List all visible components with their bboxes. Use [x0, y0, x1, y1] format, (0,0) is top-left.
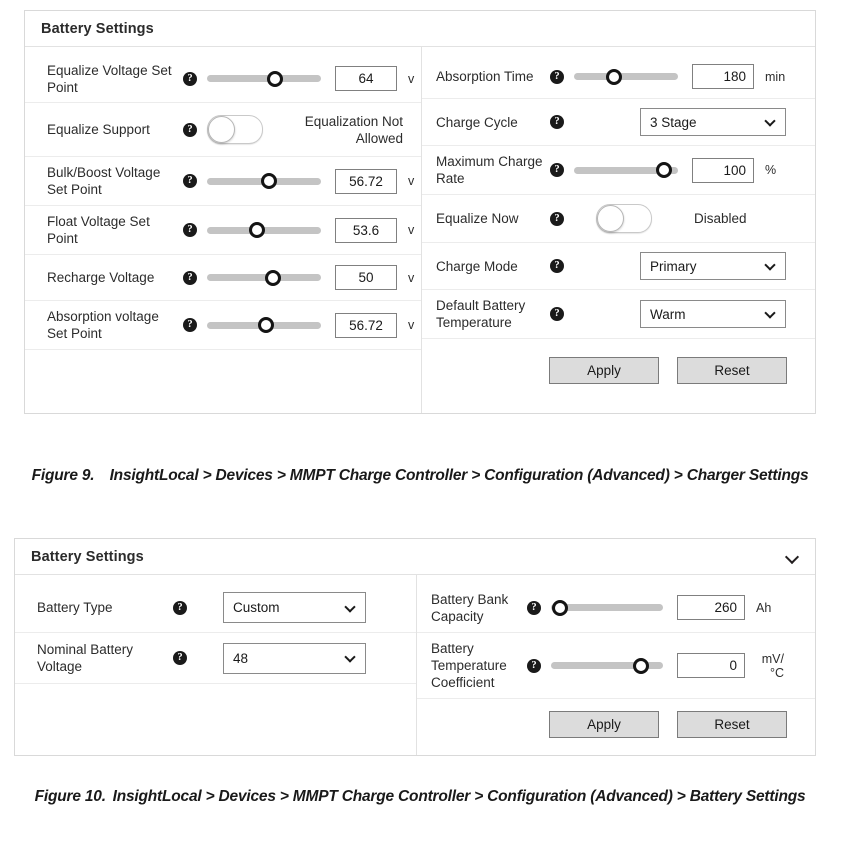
- charger-panel-header: [25, 11, 815, 47]
- panel-title: Battery Settings: [41, 20, 154, 37]
- select-value: Primary: [650, 258, 697, 274]
- help-icon[interactable]: ?: [183, 174, 197, 188]
- slider-knob[interactable]: [633, 658, 649, 674]
- control-area: [551, 652, 805, 680]
- battery-left-column: [15, 575, 416, 755]
- help-icon[interactable]: ?: [527, 659, 541, 673]
- reset-button[interactable]: Reset: [677, 711, 787, 738]
- control-area: [207, 265, 415, 290]
- input-equalize-voltage[interactable]: 64: [335, 66, 397, 91]
- toggle-equalize-now[interactable]: [596, 204, 652, 233]
- slider-battery-temperature-coefficient[interactable]: [551, 657, 663, 675]
- charger-right-column: [421, 47, 815, 413]
- slider-knob[interactable]: [258, 317, 274, 333]
- row-nominal-battery-voltage: [15, 633, 416, 684]
- battery-right-column: [416, 575, 815, 755]
- chevron-down-icon: [345, 602, 357, 614]
- input-recharge-voltage[interactable]: 50: [335, 265, 397, 290]
- row-bulk-boost-voltage-set-point: [25, 157, 421, 206]
- slider-maximum-charge-rate[interactable]: [574, 161, 678, 179]
- battery-panel-body: [15, 575, 815, 755]
- unit-line-1: mV/: [761, 651, 784, 666]
- slider-track: [207, 274, 321, 281]
- slider-knob[interactable]: [249, 222, 265, 238]
- toggle-equalize-support[interactable]: [207, 115, 263, 144]
- control-area: [551, 595, 805, 620]
- equalize-support-state-text: Equalization Not Allowed: [304, 113, 403, 146]
- row-label: Default Battery Temperature: [436, 298, 526, 330]
- help-icon[interactable]: ?: [550, 212, 564, 226]
- slider-knob[interactable]: [656, 162, 672, 178]
- row-equalize-support: [25, 103, 421, 157]
- row-label: Nominal Battery Voltage: [37, 642, 134, 674]
- slider-track: [574, 73, 678, 80]
- slider-knob[interactable]: [261, 173, 277, 189]
- control-area: [197, 643, 406, 674]
- input-bulk-boost-voltage[interactable]: 56.72: [335, 169, 397, 194]
- control-area: [574, 300, 805, 328]
- select-default-battery-temperature[interactable]: [640, 300, 786, 328]
- slider-knob[interactable]: [552, 600, 568, 616]
- apply-button[interactable]: Apply: [549, 357, 659, 384]
- input-absorption-voltage[interactable]: 56.72: [335, 313, 397, 338]
- row-absorption-voltage-set-point: [25, 301, 421, 350]
- select-value: Warm: [650, 306, 686, 322]
- row-label: Float Voltage Set Point: [47, 214, 150, 246]
- control-area: [574, 204, 805, 233]
- slider-equalize-voltage[interactable]: [207, 70, 321, 88]
- help-icon[interactable]: ?: [183, 271, 197, 285]
- charger-panel-body: [25, 47, 815, 413]
- reset-button[interactable]: Reset: [677, 357, 787, 384]
- battery-actions: [417, 699, 815, 738]
- battery-settings-panel: [14, 538, 816, 756]
- unit-label: v: [408, 270, 415, 285]
- unit-label: min: [765, 69, 786, 84]
- control-area: [574, 108, 805, 136]
- chevron-down-icon: [765, 260, 777, 272]
- row-battery-bank-capacity: [417, 583, 815, 633]
- slider-bulk-boost-voltage[interactable]: [207, 172, 321, 190]
- row-charge-mode: [422, 243, 815, 290]
- unit-label: v: [408, 71, 415, 86]
- control-area: [574, 252, 805, 280]
- select-battery-type[interactable]: [223, 592, 366, 623]
- control-area: [197, 592, 406, 623]
- row-equalize-now: [422, 195, 815, 243]
- slider-absorption-voltage[interactable]: [207, 316, 321, 334]
- row-battery-type: [15, 583, 416, 633]
- row-label: Absorption Time: [436, 69, 534, 84]
- figure-caption-text: InsightLocal > Devices > MMPT Charge Controller > Configuration (Advanced) > Charger Settings: [109, 467, 809, 484]
- slider-track: [207, 75, 321, 82]
- select-charge-cycle[interactable]: [640, 108, 786, 136]
- help-icon[interactable]: ?: [550, 163, 564, 177]
- apply-button[interactable]: Apply: [549, 711, 659, 738]
- figure-caption-text: InsightLocal > Devices > MMPT Charge Controller > Configuration (Advanced) > Battery Settings: [112, 788, 806, 805]
- row-float-voltage-set-point: [25, 206, 421, 255]
- row-equalize-voltage-set-point: [25, 55, 421, 103]
- slider-knob[interactable]: [267, 71, 283, 87]
- row-label: Equalize Support: [47, 122, 150, 137]
- slider-float-voltage[interactable]: [207, 221, 321, 239]
- charger-left-column: [25, 47, 421, 413]
- figure-10-caption: [24, 783, 816, 811]
- select-nominal-battery-voltage[interactable]: [223, 643, 366, 674]
- charger-settings-panel: [24, 10, 816, 414]
- charger-actions: [422, 339, 815, 384]
- input-absorption-time[interactable]: 180: [692, 64, 754, 89]
- row-absorption-time: [422, 55, 815, 99]
- slider-knob[interactable]: [265, 270, 281, 286]
- control-area: [207, 66, 415, 91]
- select-value: 3 Stage: [650, 114, 697, 130]
- row-label: Charge Cycle: [436, 114, 518, 130]
- row-battery-temperature-coefficient: [417, 633, 815, 699]
- help-icon[interactable]: ?: [183, 123, 197, 137]
- figure-9-caption: [24, 462, 816, 490]
- chevron-down-icon: [345, 652, 357, 664]
- toggle-knob: [597, 205, 624, 232]
- row-label: Equalize Now: [436, 211, 519, 226]
- row-label: Battery Temperature Coefficient: [431, 641, 507, 690]
- help-icon[interactable]: ?: [550, 70, 564, 84]
- row-label: Maximum Charge Rate: [436, 154, 543, 186]
- figure-number: Figure 10.: [34, 788, 106, 805]
- row-charge-cycle: [422, 99, 815, 146]
- help-icon[interactable]: ?: [550, 115, 564, 129]
- unit-label: %: [765, 163, 777, 177]
- input-battery-bank-capacity[interactable]: 260: [677, 595, 745, 620]
- control-area: [574, 158, 805, 183]
- unit-label: v: [408, 174, 415, 188]
- chevron-down-icon: [765, 308, 777, 320]
- help-icon[interactable]: ?: [183, 223, 197, 237]
- slider-absorption-time[interactable]: [574, 68, 678, 86]
- slider-battery-bank-capacity[interactable]: [551, 599, 663, 617]
- row-label: Battery Type: [37, 600, 113, 615]
- row-label: Bulk/Boost Voltage Set Point: [47, 165, 161, 197]
- control-area: [207, 113, 411, 147]
- unit-label: [756, 652, 784, 680]
- row-default-battery-temperature: [422, 290, 815, 339]
- slider-recharge-voltage[interactable]: [207, 269, 321, 287]
- input-battery-temperature-coefficient[interactable]: 0: [677, 653, 745, 678]
- help-icon[interactable]: ?: [527, 601, 541, 615]
- help-icon[interactable]: ?: [173, 651, 187, 665]
- row-recharge-voltage: [25, 255, 421, 301]
- control-area: [207, 169, 415, 194]
- battery-panel-header[interactable]: [15, 539, 815, 575]
- chevron-down-icon[interactable]: [785, 549, 801, 565]
- control-area: [207, 218, 415, 243]
- unit-label: v: [408, 318, 415, 332]
- unit-label: Ah: [756, 600, 772, 615]
- select-value: 48: [233, 650, 249, 666]
- help-icon[interactable]: ?: [173, 601, 187, 615]
- chevron-down-icon: [765, 116, 777, 128]
- unit-line-2: °C: [769, 665, 784, 680]
- equalize-now-state-text: Disabled: [694, 211, 747, 226]
- panel-title: Battery Settings: [31, 548, 144, 565]
- row-label: Battery Bank Capacity: [431, 591, 509, 624]
- control-area: [574, 64, 805, 89]
- toggle-knob: [208, 116, 235, 143]
- help-icon[interactable]: ?: [183, 318, 197, 332]
- select-value: Custom: [233, 600, 280, 615]
- input-maximum-charge-rate[interactable]: 100: [692, 158, 754, 183]
- slider-knob[interactable]: [606, 69, 622, 85]
- row-label: Absorption voltage Set Point: [47, 309, 159, 341]
- row-label: Recharge Voltage: [47, 270, 155, 285]
- help-icon[interactable]: ?: [183, 72, 197, 86]
- row-maximum-charge-rate: [422, 146, 815, 195]
- figure-number: Figure 9.: [31, 467, 95, 484]
- control-area: [207, 313, 415, 338]
- help-icon[interactable]: ?: [550, 259, 564, 273]
- row-label: Equalize Voltage Set Point: [47, 62, 172, 95]
- unit-label: v: [408, 223, 415, 237]
- row-label: Charge Mode: [436, 258, 518, 274]
- input-float-voltage[interactable]: 53.6: [335, 218, 397, 243]
- select-charge-mode[interactable]: [640, 252, 786, 280]
- help-icon[interactable]: ?: [550, 307, 564, 321]
